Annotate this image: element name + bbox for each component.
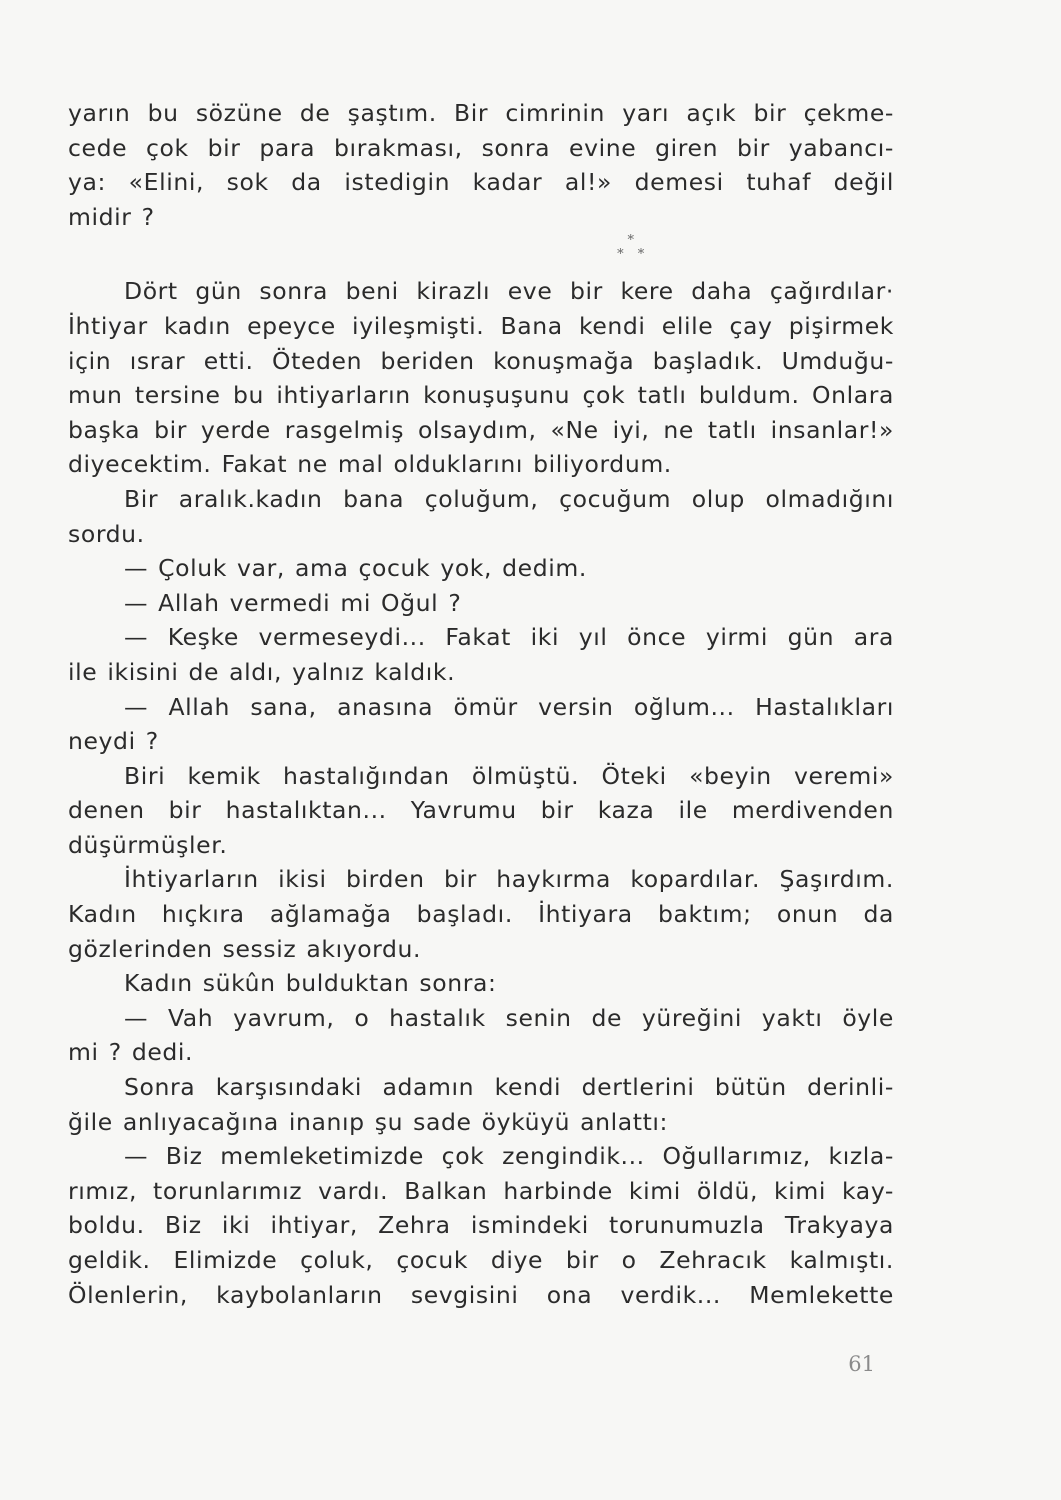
text-line: diyecektim. Fakat ne mal olduklarını biliyordum.	[68, 450, 672, 479]
text-line: Kadın hıçkıra ağlamağa başladı. İhtiyara baktım; onun da	[68, 900, 894, 929]
text-line: için ısrar etti. Öteden beriden konuşmağa başladık. Umduğu-	[68, 346, 894, 375]
text-line: mun tersine bu ihtiyarların konuşuşunu çok tatlı buldum. Onlara	[68, 381, 894, 410]
text-line: Bir aralık.kadın bana çoluğum, çocuğum olup olmadığını	[124, 484, 894, 513]
text-line: düşürmüşler.	[68, 830, 228, 859]
text-line: Kadın sükûn bulduktan sonra:	[124, 969, 497, 998]
body-text	[68, 96, 894, 1312]
text-line: ile ikisini de aldı, yalnız kaldık.	[68, 657, 456, 686]
text-line: Sonra karşısındaki adamın kendi dertlerini bütün derinli-	[124, 1073, 894, 1102]
text-line: Dört gün sonra beni kirazlı eve bir kere daha çağırdılar·	[124, 277, 894, 306]
text-line: cede çok bir para bırakması, sonra evine giren bir yabancı-	[68, 133, 894, 162]
text-line: — Vah yavrum, o hastalık senin de yüreğini yaktı öyle	[124, 1003, 894, 1032]
text-line: sordu.	[68, 519, 145, 548]
text-line: neydi ?	[68, 727, 159, 756]
text-line: — Keşke vermeseydi... Fakat iki yıl önce yirmi gün ara	[124, 623, 894, 652]
text-line: midir ?	[68, 202, 155, 231]
text-line: Ölenlerin, kaybolanların sevgisini ona verdik... Memlekette	[68, 1280, 894, 1309]
text-line: — Biz memleketimizde çok zengindik... Oğullarımız, kızla-	[124, 1142, 894, 1171]
text-line: yarın bu sözüne de şaştım. Bir cimrinin yarı açık bir çekme-	[68, 99, 894, 127]
text-line: rımız, torunlarımız vardı. Balkan harbinde kimi öldü, kimi kay-	[68, 1176, 894, 1205]
section-separator: * * *	[617, 233, 645, 263]
page-number: 61	[848, 1352, 875, 1376]
text-line: — Allah sana, anasına ömür versin oğlum... Hastalıkları	[124, 692, 894, 721]
text-line: İhtiyarların ikisi birden bir haykırma kopardılar. Şaşırdım.	[124, 865, 894, 894]
text-line: mi ? dedi.	[68, 1038, 194, 1067]
text-line: gözlerinden sessiz akıyordu.	[68, 934, 422, 963]
text-line: İhtiyar kadın epeyce iyileşmişti. Bana kendi elile çay pişirmek	[68, 311, 894, 340]
text-line: boldu. Biz iki ihtiyar, Zehra ismindeki torunumuzla Trakyaya	[68, 1211, 894, 1240]
text-line: ya: «Elini, sok da istedigin kadar al!» demesi tuhaf değil	[68, 168, 894, 197]
text-line: Biri kemik hastalığından ölmüştü. Öteki «beyin veremi»	[124, 761, 894, 790]
text-line: geldik. Elimizde çoluk, çocuk diye bir o Zehracık kalmıştı.	[68, 1246, 894, 1274]
text-line: başka bir yerde rasgelmiş olsaydım, «Ne iyi, ne tatlı insanlar!»	[68, 415, 894, 444]
text-line: — Çoluk var, ama çocuk yok, dedim.	[124, 554, 587, 583]
text-line: ğile anlıyacağına inanıp şu sade öyküyü anlattı:	[68, 1107, 669, 1136]
text-line: denen bir hastalıktan... Yavrumu bir kaza ile merdivenden	[68, 796, 894, 825]
text-line: — Allah vermedi mi Oğul ?	[124, 588, 462, 617]
